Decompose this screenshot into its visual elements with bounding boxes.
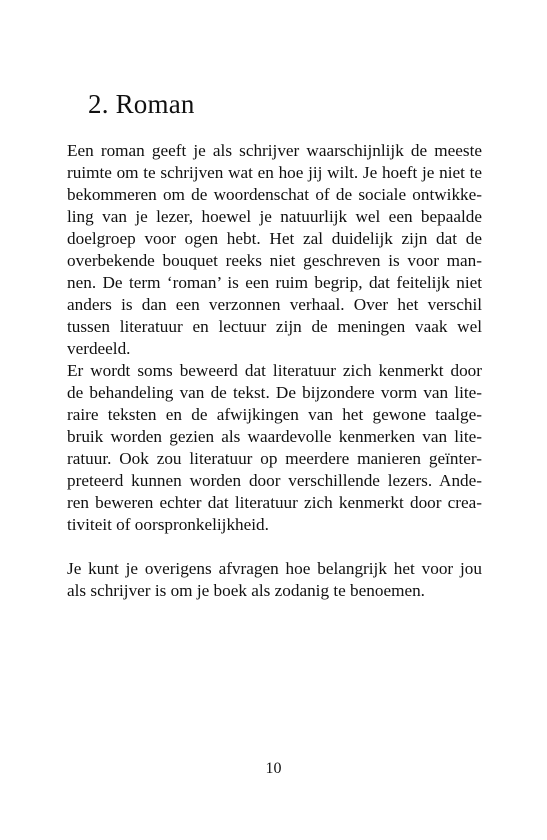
paragraph-line: anders is dan een verzonnen verhaal. Over het verschil: [67, 295, 482, 314]
paragraph-line: Er wordt soms beweerd dat literatuur zich kenmerkt door: [67, 361, 482, 380]
paragraph-line: nen. De term ‘roman’ is een ruim begrip, dat feitelijk niet: [67, 273, 482, 292]
paragraph-line: ren beweren echter dat literatuur zich kenmerkt door crea-: [67, 493, 482, 512]
paragraph-line: de behandeling van de tekst. De bijzondere vorm van lite-: [67, 383, 482, 402]
paragraph-line: verdeeld.: [67, 339, 131, 358]
paragraph-line: preteerd kunnen worden door verschillende lezers. Ande-: [67, 471, 482, 490]
paragraph-line: overbekende bouquet reeks niet geschreven is voor man-: [67, 251, 482, 270]
paragraph-line: ling van je lezer, hoewel je natuurlijk wel een bepaalde: [67, 207, 482, 226]
paragraph-line: raire teksten en de afwijkingen van het gewone taalge-: [67, 405, 482, 424]
paragraph-line: tussen literatuur en lectuur zijn de meningen vaak wel: [67, 317, 482, 336]
chapter-title: 2. Roman: [88, 89, 195, 119]
paragraph-line: tiviteit of oorspronkelijkheid.: [67, 515, 269, 534]
paragraph-line: ratuur. Ook zou literatuur op meerdere manieren geïnter-: [67, 449, 482, 468]
paragraph-line: Een roman geeft je als schrijver waarschijnlijk de meeste: [67, 141, 482, 160]
paragraph-line: Je kunt je overigens afvragen hoe belangrijk het voor jou: [67, 559, 482, 578]
paragraph-line: bekommeren om de woordenschat of de sociale ontwikke-: [67, 185, 482, 204]
page-number: 10: [265, 760, 282, 777]
paragraph-line: bruik worden gezien als waardevolle kenmerken van lite-: [67, 427, 482, 446]
paragraph-line: ruimte om te schrijven wat en hoe jij wilt. Je hoeft je niet te: [67, 163, 482, 182]
paragraph-line: doelgroep voor ogen hebt. Het zal duidelijk zijn dat de: [67, 229, 482, 248]
paragraph-line: als schrijver is om je boek als zodanig te benoemen.: [67, 581, 425, 600]
